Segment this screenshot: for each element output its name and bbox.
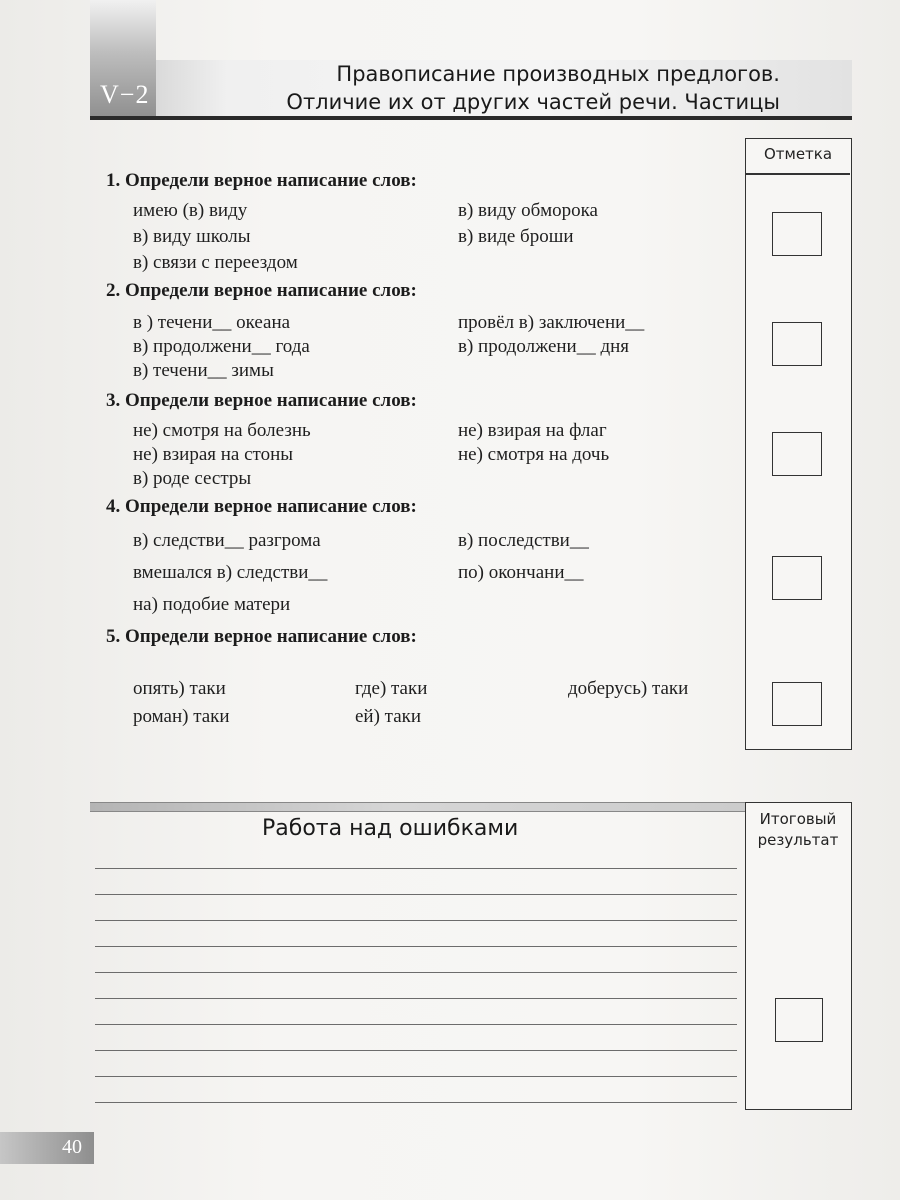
writing-line (95, 998, 737, 999)
mark-box-task-1[interactable] (772, 212, 822, 256)
task-4-option: вмешался в) следстви__ (133, 562, 328, 583)
task-2-option: в) продолжени__ года (133, 336, 310, 357)
task-1-option: имею (в) виду (133, 200, 248, 221)
task-1-option: в) виду обморока (458, 200, 598, 221)
marks-column-divider (746, 173, 850, 175)
task-1-option: в) виде броши (458, 226, 574, 247)
task-4-option: в) следстви__ разгрома (133, 530, 321, 551)
marks-column-title: Отметка (763, 145, 833, 163)
task-5-option: где) таки (355, 678, 428, 699)
task-2-option: в) течени__ зимы (133, 360, 274, 381)
section-badge: V−2 (100, 80, 150, 109)
header-rule (90, 116, 852, 120)
task-3-heading: 3. Определи верное написание слов: (106, 390, 417, 411)
writing-line (95, 920, 737, 921)
task-3-option: в) роде сестры (133, 468, 252, 489)
error-work-rule (90, 802, 852, 812)
task-2-option: в ) течени__ океана (133, 312, 291, 333)
writing-line (95, 1076, 737, 1077)
task-4-option: в) последстви__ (458, 530, 589, 551)
final-result-column (745, 802, 852, 1110)
final-result-title-line-1: Итоговый (759, 810, 837, 828)
writing-line (95, 972, 737, 973)
task-3-option: не) смотря на дочь (458, 444, 610, 465)
task-4-option: по) окончани__ (458, 562, 584, 583)
task-3-option: не) взирая на флаг (458, 420, 607, 441)
final-result-title-line-2: результат (757, 831, 839, 849)
task-4-heading: 4. Определи верное написание слов: (106, 496, 417, 517)
task-5-option: опять) таки (133, 678, 226, 699)
task-1-option: в) связи с переездом (133, 252, 298, 273)
task-5-option: доберусь) таки (568, 678, 689, 699)
error-work-title: Работа над ошибками (262, 816, 519, 841)
mark-box-task-2[interactable] (772, 322, 822, 366)
mark-box-task-4[interactable] (772, 556, 822, 600)
writing-line (95, 1050, 737, 1051)
task-3-option: не) смотря на болезнь (133, 420, 311, 441)
task-1-option: в) виду школы (133, 226, 251, 247)
writing-line (95, 946, 737, 947)
task-2-option: в) продолжени__ дня (458, 336, 630, 357)
writing-line (95, 1102, 737, 1103)
task-5-option: роман) таки (133, 706, 230, 727)
page-title (250, 60, 780, 116)
mark-box-task-5[interactable] (772, 682, 822, 726)
page-title-line-1: Правописание производных предлогов. (336, 62, 780, 86)
writing-line (95, 894, 737, 895)
final-result-title (746, 809, 850, 851)
task-4-option: на) подобие матери (133, 594, 291, 615)
task-2-heading: 2. Определи верное написание слов: (106, 280, 417, 301)
page-number: 40 (62, 1136, 82, 1158)
task-5-heading: 5. Определи верное написание слов: (106, 626, 417, 647)
task-1-heading: 1. Определи верное написание слов: (106, 170, 417, 191)
writing-line (95, 1024, 737, 1025)
task-5-option: ей) таки (355, 706, 422, 727)
task-3-option: не) взирая на стоны (133, 444, 294, 465)
writing-line (95, 868, 737, 869)
mark-box-task-3[interactable] (772, 432, 822, 476)
final-result-box[interactable] (775, 998, 823, 1042)
task-2-option: провёл в) заключени__ (458, 312, 645, 333)
page-title-line-2: Отличие их от других частей речи. Частицы (286, 90, 780, 114)
